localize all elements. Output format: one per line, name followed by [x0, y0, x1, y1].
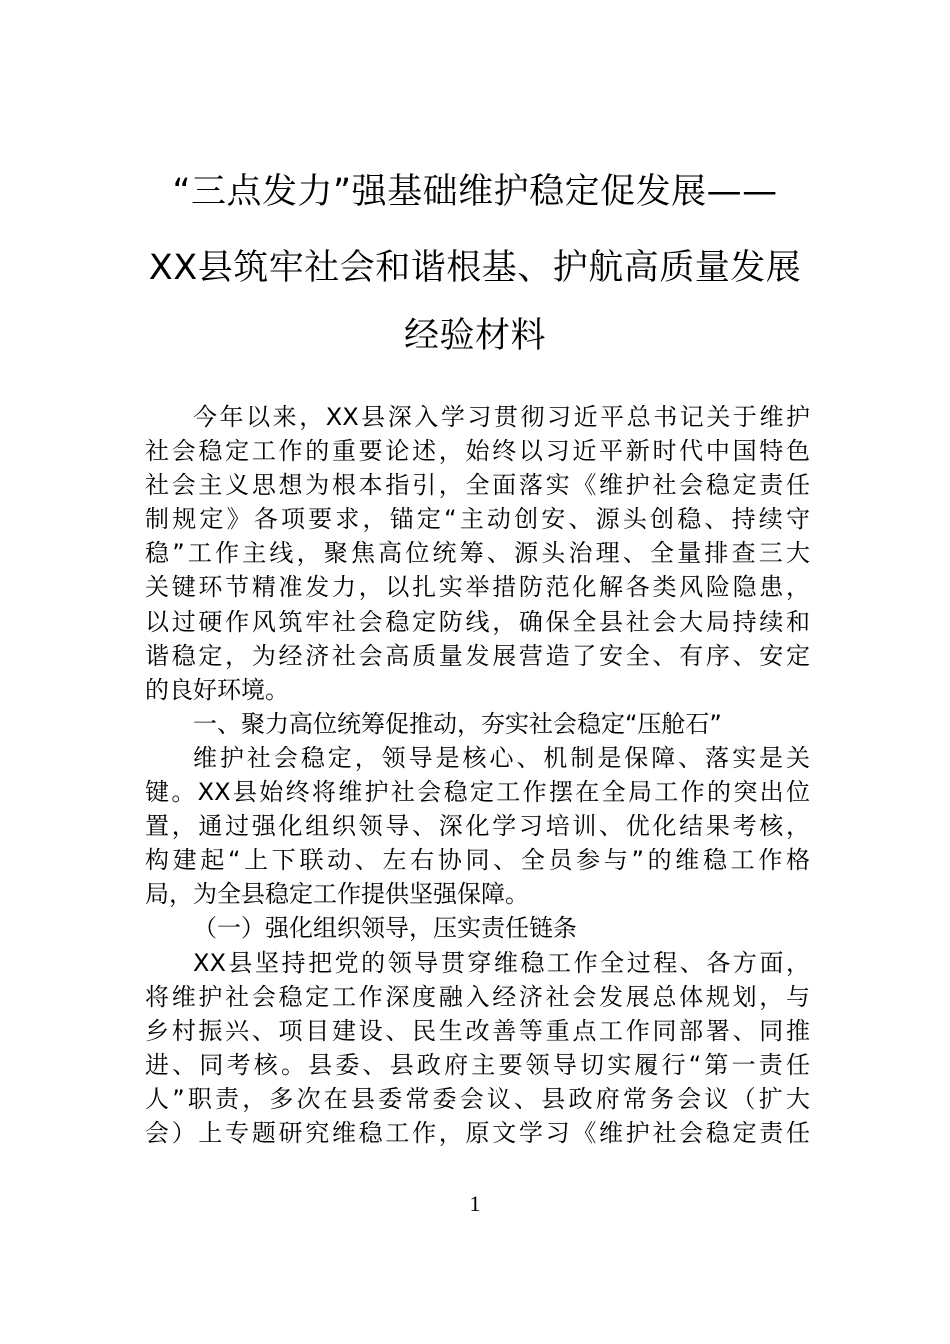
body-line: 置，通过强化组织领导、深化学习培训、优化结果考核，	[145, 812, 810, 841]
title-line-2: XX县筑牢社会和谐根基、护航高质量发展	[148, 248, 802, 288]
body-line: XX县坚持把党的领导贯穿维稳工作全过程、各方面，	[193, 948, 810, 977]
body-line: 稳”工作主线，聚焦高位统筹、源头治理、全量排查三大	[145, 539, 810, 568]
body-line: 社会稳定工作的重要论述，始终以习近平新时代中国特色	[145, 437, 810, 466]
body-line: 关键环节精准发力，以扎实举措防范化解各类风险隐患，	[145, 573, 810, 602]
body-line: 制规定》各项要求，锚定“主动创安、源头创稳、持续守	[145, 505, 810, 534]
body-line: 将维护社会稳定工作深度融入经济社会发展总体规划，与	[145, 982, 810, 1011]
title-line-1: “三点发力”强基础维护稳定促发展——	[172, 172, 778, 212]
body-line: 人”职责，多次在县委常委会议、县政府常务会议（扩大	[145, 1084, 810, 1113]
body-line: 社会主义思想为根本指引，全面落实《维护社会稳定责任	[145, 471, 810, 500]
body-line: 局，为全县稳定工作提供坚强保障。	[145, 880, 529, 909]
section-heading: 一、聚力高位统筹促推动，夯实社会稳定“压舱石”	[193, 709, 722, 738]
body-line: 谐稳定，为经济社会高质量发展营造了安全、有序、安定	[145, 641, 810, 670]
document-body	[145, 400, 810, 1150]
body-line: 的良好环境。	[145, 675, 289, 704]
title-line-3: 经验材料	[403, 316, 546, 356]
subsection-heading: （一）强化组织领导，压实责任链条	[193, 914, 577, 943]
body-line: 会）上专题研究维稳工作，原文学习《维护社会稳定责任	[145, 1118, 810, 1147]
body-line: 乡村振兴、项目建设、民生改善等重点工作同部署、同推	[145, 1016, 810, 1045]
body-line: 以过硬作风筑牢社会稳定防线，确保全县社会大局持续和	[145, 607, 810, 636]
body-line: 今年以来，XX县深入学习贯彻习近平总书记关于维护	[193, 403, 810, 431]
body-line: 键。XX县始终将维护社会稳定工作摆在全局工作的突出位	[145, 778, 810, 807]
body-line: 进、同考核。县委、县政府主要领导切实履行“第一责任	[145, 1050, 810, 1079]
body-line: 维护社会稳定，领导是核心、机制是保障、落实是关	[193, 743, 810, 772]
body-line: 构建起“上下联动、左右协同、全员参与”的维稳工作格	[145, 846, 810, 875]
page-number: 1	[469, 1191, 481, 1216]
